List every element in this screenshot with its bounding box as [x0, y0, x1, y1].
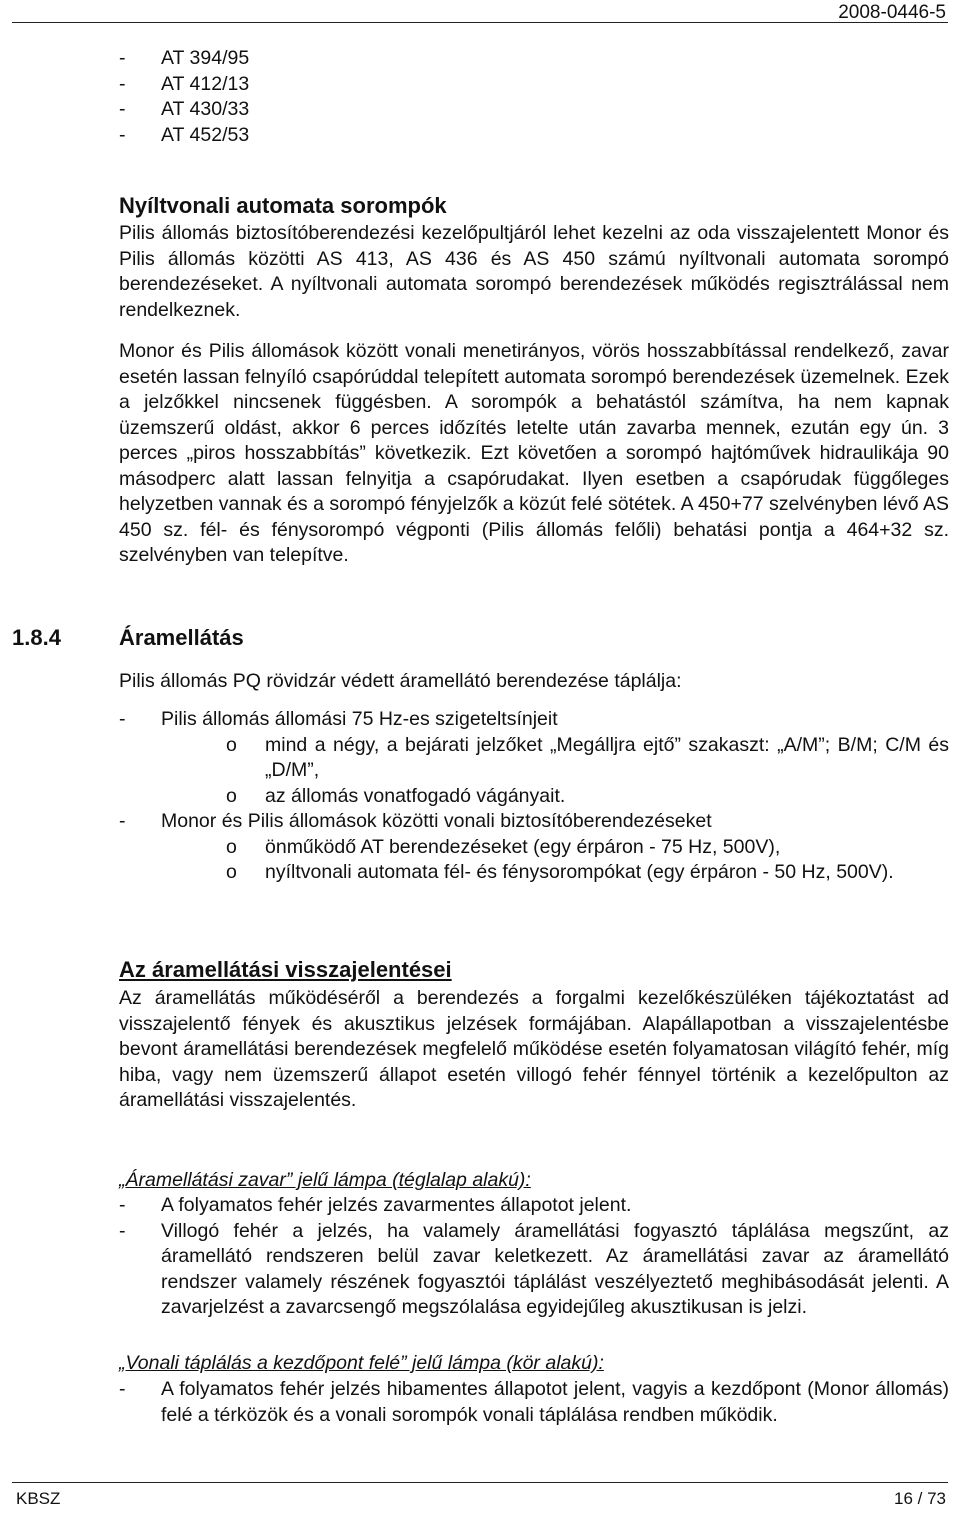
- paragraph-nyiltvonali-2: Monor és Pilis állomások között vonali menetirányos, vörös hosszabbítással rendelkező, zavar esetén lassan felnyíló csapórúddal telepített automata sorompó berendezések üzemelnek. Ezek a jelzőkkel nincsenek függésben. A sorompók a behatástól számítva, ha nem kapnak üzemszerű oldást, akkor 6 perces időzítés letelte után zavarba mennek, ezután egy ún. 3 perces „piros hosszabbítás” következik. Ezt követően a sorompó hajtóművek hidraulikája 90 másodperc alatt lassan felnyitja a csapórudakat. Ilyen esetben a csapórudak függőleges helyzetben vannak és a sorompó fényjelzők a közút felé sötétek. A 450+77 szelvényben lévő AS 450 sz. fél- és fénysorompó végponti (Pilis állomás felőli) behatási pontja a 464+32 sz. szelvényben van telepítve.: [119, 340, 949, 566]
- zavar-lamp-list: [119, 1193, 949, 1321]
- list-item: - Villogó fehér a jelzés, ha valamely áramellátási fogyasztó táplálása megszűnt, az áramellátó rendszeren belül zavar keletkezett. Az áramellátási zavar az áramellátó rendszer valamely részének fogyasztói táplálást veszélyeztető meghibásodását jelenti. A zavarjelzést a zavarcsengő megszólalása egyidejűleg akusztikusan is jelzi.: [119, 1219, 949, 1318]
- list-item: - Monor és Pilis állomások közötti vonali biztosítóberendezéseket: [119, 810, 712, 832]
- lamp-heading-zavar: „Áramellátási zavar” jelű lámpa (téglalap alakú):: [119, 1169, 531, 1191]
- list-subitem: o mind a négy, a bejárati jelzőket „Megálljra ejtő” szakaszt: „A/M”; B/M; C/M és „D/M”,: [226, 733, 949, 781]
- lamp-heading-vonali: „Vonali táplálás a kezdőpont felé” jelű lámpa (kör alakú):: [119, 1352, 604, 1374]
- list-subitem: o az állomás vonatfogadó vágányait.: [226, 784, 566, 807]
- document-id: 2008-0446-5: [838, 2, 946, 23]
- list-item: - A folyamatos fehér jelzés zavarmentes állapotot jelent.: [119, 1194, 632, 1216]
- section-number: 1.8.4: [12, 625, 61, 650]
- header-rule: [12, 22, 948, 23]
- paragraph-nyiltvonali-1: Pilis állomás biztosítóberendezési kezelőpultjáról lehet kezelni az oda visszajelentett Monor és Pilis állomás közötti AS 413, AS 436 és AS 450 számú nyíltvonali automata sorompó berendezéseket. A nyíltvonali automata sorompó berendezések működés regisztrálással nem rendelkeznek.: [119, 222, 949, 321]
- power-supply-list: [119, 707, 949, 886]
- list-item: - AT 452/53: [119, 123, 250, 146]
- paragraph-visszajelentes: Az áramellátás működéséről a berendezés a forgalmi kezelőkészüléken tájékoztatást ad visszajelentő fények és akusztikus jelzések formájában. Alapállapotban a visszajelentésbe bevont áramellátási berendezések megfelelő működése esetén folyamatosan világító fehér, míg hiba, vagy nem üzemszerű állapot esetén villogó fehér fénnyel történik a kezelőpulton az áramellátási visszajelentés.: [119, 987, 949, 1111]
- list-item: - AT 412/13: [119, 72, 250, 95]
- section-heading-nyiltvonali: Nyíltvonali automata sorompók: [119, 193, 447, 218]
- at-list: [119, 46, 949, 148]
- section-heading-visszajelentes: Az áramellátási visszajelentései: [119, 957, 452, 982]
- list-subitem: o nyíltvonali automata fél- és fénysorompókat (egy érpáron - 50 Hz, 500V).: [226, 861, 894, 883]
- paragraph-aramellatas-intro: Pilis állomás PQ rövidzár védett áramellátó berendezése táplálja:: [119, 670, 682, 692]
- section-title-aramellatas: Áramellátás: [119, 625, 244, 650]
- list-subitem: o önműködő AT berendezéseket (egy érpáron - 75 Hz, 500V),: [226, 835, 781, 858]
- vonali-lamp-list: [119, 1377, 949, 1428]
- list-item: - AT 430/33: [119, 98, 250, 120]
- list-item: - AT 394/95: [119, 47, 250, 69]
- list-item: - A folyamatos fehér jelzés hibamentes állapotot jelent, vagyis a kezdőpont (Monor állomás) felé a térközök és a vonali sorompók vonali táplálása rendben működik.: [119, 1378, 949, 1426]
- footer-rule: [12, 1482, 948, 1483]
- page-number: 16 / 73: [894, 1489, 946, 1508]
- footer-label: KBSZ: [16, 1489, 61, 1508]
- list-item: - Pilis állomás állomási 75 Hz-es szigeteltsínjeit: [119, 708, 558, 730]
